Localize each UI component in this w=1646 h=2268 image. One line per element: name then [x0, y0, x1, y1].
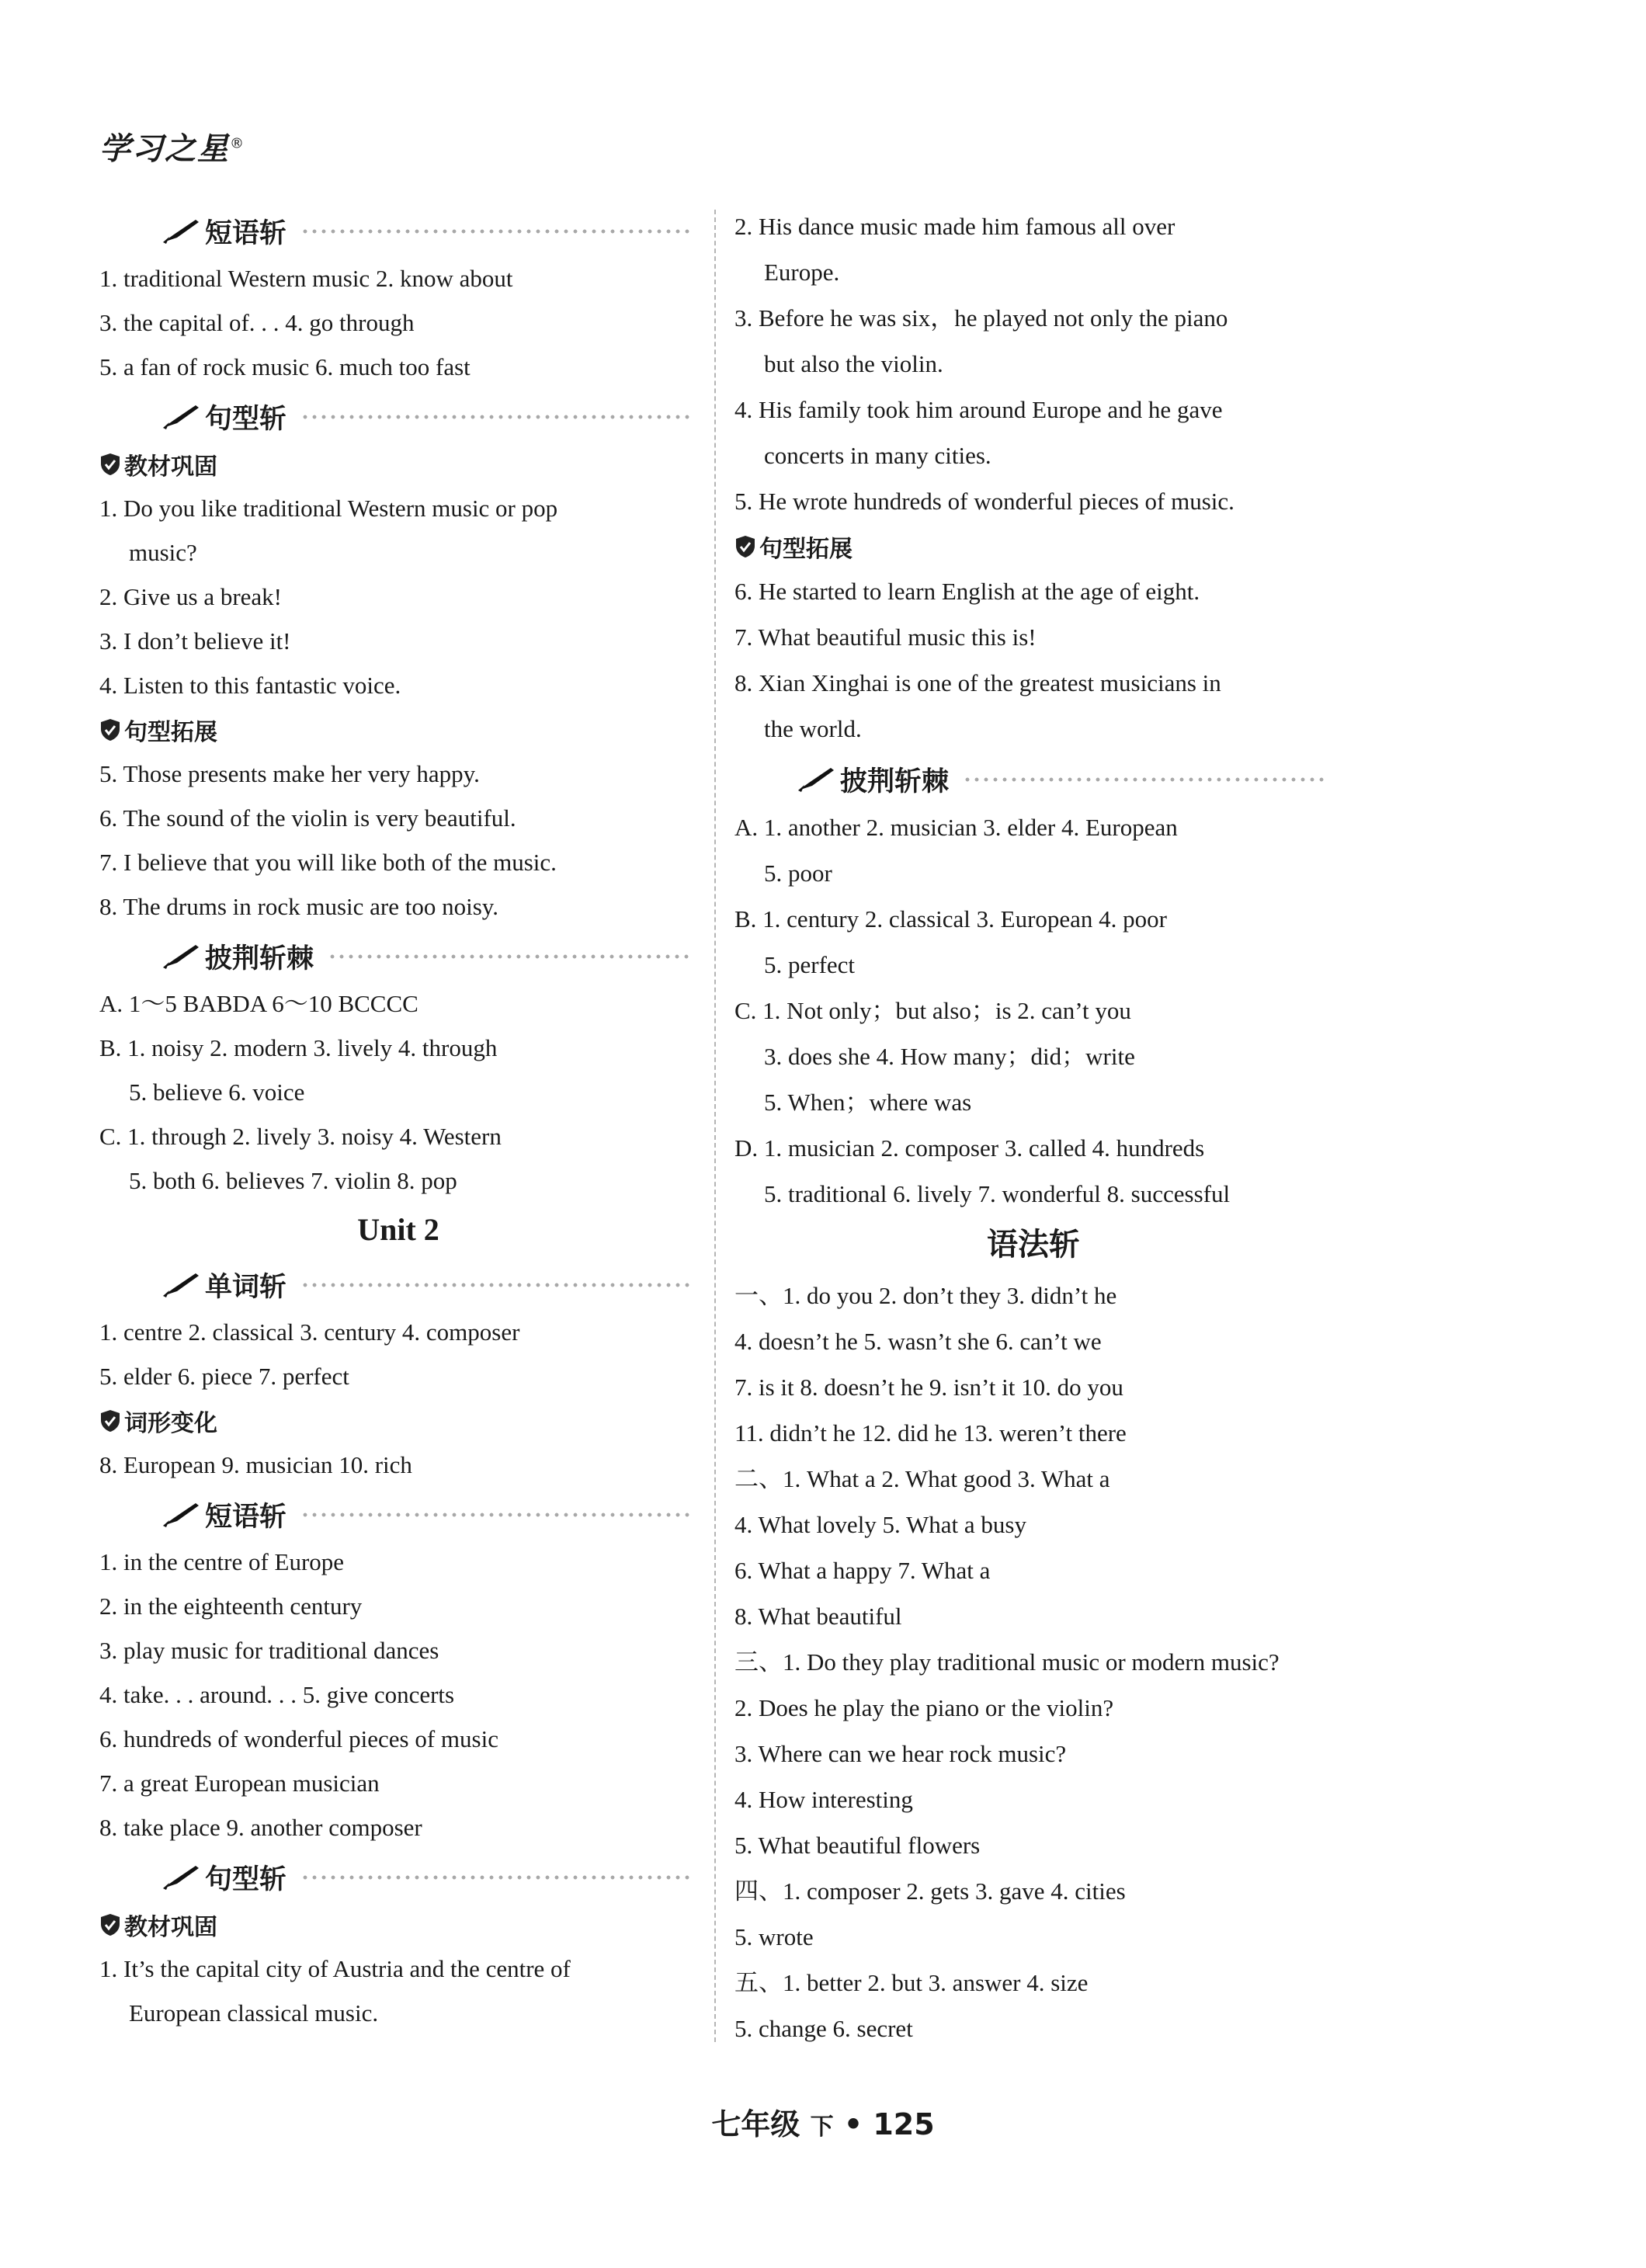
answer-line: C. 1. through 2. lively 3. noisy 4. Western — [99, 1123, 502, 1150]
answer-line: B. 1. noisy 2. modern 3. lively 4. through — [99, 1034, 498, 1061]
section-header — [793, 755, 1332, 804]
answer-line: 5. Those presents make her very happy. — [99, 760, 480, 787]
answer-line: 4. Listen to this fantastic voice. — [99, 672, 401, 699]
answer-line: 3. I don’t believe it! — [99, 627, 291, 655]
term-label: 下 — [810, 2113, 834, 2141]
answer-line: 7. I believe that you will like both of the music. — [99, 849, 557, 876]
answer-line: 二、1. What a 2. What good 3. What a — [734, 1465, 1110, 1492]
answer-line: D. 1. musician 2. composer 3. called 4. hundreds — [734, 1134, 1205, 1162]
subsection-header — [99, 1902, 697, 1947]
shield-icon — [99, 1913, 121, 1936]
answer-line: 8. The drums in rock music are too noisy. — [99, 893, 498, 920]
answer-line: 1. Do you like traditional Western music or pop — [99, 495, 558, 522]
answer-line: concerts in many cities. — [764, 442, 991, 469]
answer-line: 7. a great European musician — [99, 1770, 380, 1797]
registered-mark: ® — [230, 135, 245, 152]
answer-line: European classical music. — [129, 1999, 379, 2027]
subsection-header — [99, 707, 697, 752]
answer-line: 5. What beautiful flowers — [734, 1832, 981, 1859]
answer-line: the world. — [764, 715, 862, 742]
answer-line: 一、1. do you 2. don’t they 3. didn’t he — [734, 1282, 1117, 1309]
unit-title: Unit 2 — [357, 1212, 439, 1247]
answer-line: 3. Where can we hear rock music? — [734, 1740, 1067, 1767]
brush-icon — [793, 766, 837, 794]
subsection-header — [734, 524, 1332, 568]
answer-line: 4. What lovely 5. What a busy — [734, 1511, 1026, 1538]
answer-line: 5. wrote — [734, 1923, 814, 1950]
page-number: 125 — [873, 2107, 935, 2141]
grade-label: 七年级 — [711, 2107, 800, 2141]
grammar-title: 语法斩 — [987, 1227, 1080, 1263]
section-title: 披荆斩棘 — [205, 943, 314, 974]
subsection-title: 句型拓展 — [759, 535, 853, 563]
dotted-rule — [300, 1280, 689, 1290]
brush-icon — [158, 1863, 202, 1891]
answer-line: 5. both 6. believes 7. violin 8. pop — [129, 1167, 457, 1194]
answer-line: 7. is it 8. doesn’t he 9. isn’t it 10. do you — [734, 1374, 1123, 1401]
subsection-header — [99, 1398, 697, 1443]
section-title: 单词斩 — [205, 1272, 287, 1303]
answer-line: C. 1. Not only；but also；is 2. can’t you — [734, 997, 1131, 1024]
answer-line: 3. the capital of. . . 4. go through — [99, 309, 415, 336]
dotted-rule — [963, 775, 1325, 784]
answer-line: but also the violin. — [764, 350, 943, 377]
shield-icon — [99, 453, 121, 476]
answer-line: B. 1. century 2. classical 3. European 4. poor — [734, 905, 1167, 933]
answer-line: 5. When；where was — [764, 1089, 972, 1116]
answer-line: 4. take. . . around. . . 5. give concerts — [99, 1681, 455, 1708]
answer-line: 4. His family took him around Europe and he gave — [734, 396, 1223, 423]
brush-icon — [158, 217, 202, 245]
answer-line: 5. elder 6. piece 7. perfect — [99, 1363, 349, 1390]
answer-line: 4. How interesting — [734, 1786, 913, 1813]
answer-line: 1. traditional Western music 2. know about — [99, 265, 513, 292]
answer-line: 四、1. composer 2. gets 3. gave 4. cities — [734, 1877, 1126, 1905]
answer-line: 5. a fan of rock music 6. much too fast — [99, 353, 471, 380]
dotted-rule — [328, 952, 689, 961]
shield-icon — [99, 1409, 121, 1433]
shield-icon — [734, 535, 756, 558]
answer-line: 1. centre 2. classical 3. century 4. composer — [99, 1318, 520, 1346]
answer-line: 5. He wrote hundreds of wonderful pieces of music. — [734, 488, 1234, 515]
section-title: 短语斩 — [205, 218, 287, 249]
answer-line: 3. play music for traditional dances — [99, 1637, 439, 1664]
answer-line: 8. European 9. musician 10. rich — [99, 1451, 412, 1478]
shield-icon — [99, 718, 121, 742]
answer-line: 1. It’s the capital city of Austria and the centre of — [99, 1955, 571, 1982]
answer-line: 7. What beautiful music this is! — [734, 623, 1037, 651]
answer-line: 5. change 6. secret — [734, 2015, 913, 2042]
answer-line: 3. does she 4. How many；did；write — [764, 1043, 1135, 1070]
column-divider — [714, 210, 716, 2042]
left-column — [99, 203, 697, 2035]
answer-line: 8. Xian Xinghai is one of the greatest musicians in — [734, 669, 1221, 696]
subsection-header — [99, 442, 697, 486]
answer-line: 6. What a happy 7. What a — [734, 1557, 991, 1584]
section-title: 句型斩 — [205, 404, 287, 435]
section-header — [158, 207, 697, 256]
answer-line: 6. He started to learn English at the age of eight. — [734, 578, 1200, 605]
subsection-title: 教材巩固 — [124, 453, 217, 481]
answer-line: 5. traditional 6. lively 7. wonderful 8. successful — [764, 1180, 1231, 1207]
answer-line: 三、1. Do they play traditional music or modern music? — [734, 1648, 1280, 1676]
dotted-rule — [300, 227, 689, 236]
subsection-title: 词形变化 — [124, 1409, 217, 1437]
answer-line: 5. perfect — [764, 951, 856, 978]
subsection-title: 教材巩固 — [124, 1913, 217, 1941]
brush-icon — [158, 943, 202, 971]
separator-dot: • — [843, 2107, 863, 2141]
brand-logo — [99, 124, 245, 168]
answer-line: 11. didn’t he 12. did he 13. weren’t there — [734, 1419, 1127, 1447]
dotted-rule — [300, 1873, 689, 1882]
dotted-rule — [300, 1510, 689, 1520]
brush-icon — [158, 403, 202, 431]
brush-icon — [158, 1501, 202, 1529]
section-title: 句型斩 — [205, 1864, 287, 1895]
section-header — [158, 1260, 697, 1310]
answer-line: 8. What beautiful — [734, 1603, 902, 1630]
answer-line: Europe. — [764, 259, 840, 286]
section-title: 披荆斩棘 — [840, 766, 950, 797]
answer-line: 6. hundreds of wonderful pieces of music — [99, 1725, 498, 1752]
section-header — [158, 1490, 697, 1540]
subsection-title: 句型拓展 — [124, 718, 217, 746]
section-header — [158, 932, 697, 981]
answer-line: 2. Does he play the piano or the violin? — [734, 1694, 1114, 1721]
answer-line: 1. in the centre of Europe — [99, 1548, 345, 1575]
dotted-rule — [300, 412, 689, 422]
answer-line: A. 1. another 2. musician 3. elder 4. European — [734, 814, 1178, 841]
answer-line: A. 1～5 BABDA 6～10 BCCCC — [99, 990, 418, 1017]
answer-line: 5. poor — [764, 860, 832, 887]
answer-line: 5. believe 6. voice — [129, 1078, 305, 1106]
answer-line: 3. Before he was six，he played not only the piano — [734, 304, 1228, 332]
answer-line: 2. His dance music made him famous all over — [734, 213, 1175, 240]
answer-line: 2. Give us a break! — [99, 583, 282, 610]
answer-line: 6. The sound of the violin is very beautiful. — [99, 804, 516, 832]
section-header — [158, 1853, 697, 1902]
answer-line: music? — [129, 539, 197, 566]
answer-line: 五、1. better 2. but 3. answer 4. size — [734, 1969, 1089, 1996]
section-title: 短语斩 — [205, 1502, 287, 1533]
answer-line: 2. in the eighteenth century — [99, 1592, 363, 1620]
brand-text: 学习之星 — [99, 131, 230, 167]
page-footer — [0, 2100, 1646, 2143]
section-header — [158, 392, 697, 442]
right-column — [734, 203, 1332, 2051]
answer-line: 4. doesn’t he 5. wasn’t she 6. can’t we — [734, 1328, 1102, 1355]
brush-icon — [158, 1271, 202, 1299]
answer-line: 8. take place 9. another composer — [99, 1814, 422, 1841]
